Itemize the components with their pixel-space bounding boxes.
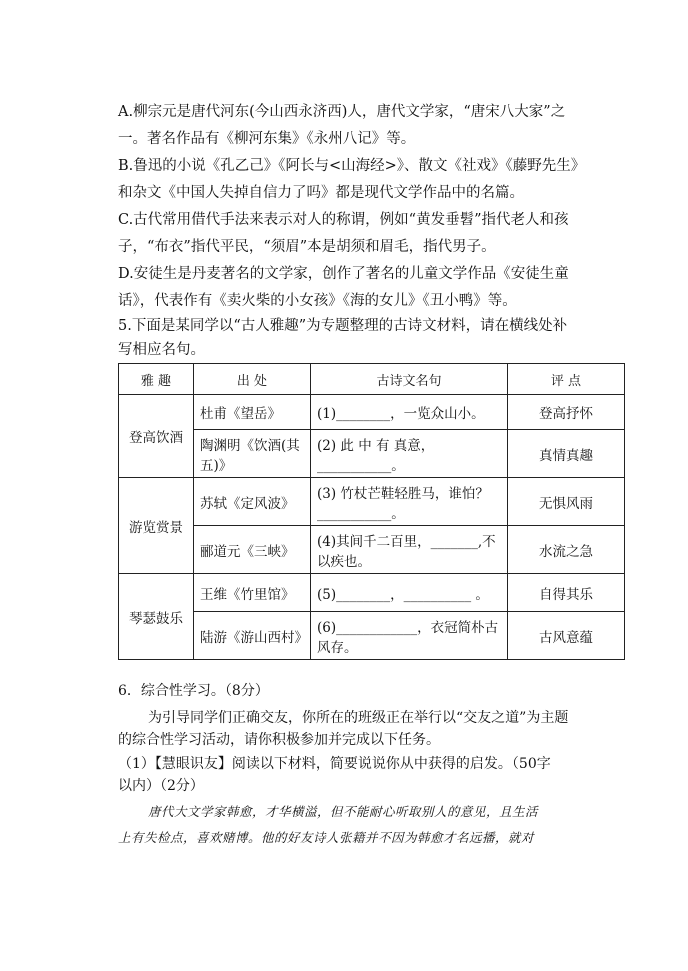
line-cell: (4)其间千二百里，_______,不以疾也。: [311, 526, 508, 574]
table-row: [119, 574, 625, 612]
comment-cell: 登高抒怀: [508, 395, 625, 430]
source-cell: 郦道元《三峡》: [194, 526, 311, 574]
header-yaqu: 雅 趣: [119, 364, 194, 395]
line-cell: (1)________，一览众山小。: [311, 395, 508, 430]
comment-cell: 古风意蕴: [508, 612, 625, 660]
poetry-table: [118, 363, 625, 660]
table-row: [119, 526, 625, 574]
header-chuchu: 出 处: [194, 364, 311, 395]
q6-intro-line1: 为引导同学们正确交友，你所在的班级正在举行以“交友之道”为主题: [148, 710, 569, 726]
option-b-line1: B.鲁迅的小说《孔乙己》《阿长与<山海经>》、散文《社戏》《藤野先生》: [118, 158, 586, 174]
line-cell: (5)________，__________ 。: [311, 574, 508, 612]
table-header-row: [119, 364, 625, 395]
option-a-line1: A.柳宗元是唐代河东(今山西永济西)人，唐代文学家，“唐宋八大家”之: [118, 104, 566, 120]
option-c-line2: 子，“布衣”指代平民，“须眉”本是胡须和眉毛，指代男子。: [118, 239, 496, 255]
option-b-line2: 和杂文《中国人失掉自信力了吗》都是现代文学作品中的名篇。: [118, 185, 524, 201]
q6-title: 6．综合性学习。（8分）: [118, 683, 269, 699]
comment-cell: 无惧风雨: [508, 478, 625, 526]
line-cell: (2) 此 中 有 真意，___________。: [311, 430, 508, 478]
q5-line1: 5.下面是某同学以“古人雅趣”为专题整理的古诗文材料，请在横线处补: [118, 318, 568, 334]
q6-sub1-line1: （1）【慧眼识友】阅读以下材料，简要说说你从中获得的启发。（50字: [118, 756, 551, 772]
table-row: [119, 430, 625, 478]
q5-line2: 写相应名句。: [118, 342, 205, 358]
source-cell: 陶渊明《饮酒(其五)》: [194, 430, 311, 478]
table-row: [119, 478, 625, 526]
source-cell: 杜甫《望岳》: [194, 395, 311, 430]
table-row: [119, 395, 625, 430]
comment-cell: 自得其乐: [508, 574, 625, 612]
option-a-line2: 一。著名作品有《柳河东集》《永州八记》等。: [118, 131, 416, 147]
table-row: [119, 612, 625, 660]
option-d-line1: D.安徒生是丹麦著名的文学家，创作了著名的儿童文学作品《安徒生童: [118, 266, 569, 282]
group-name: 琴瑟鼓乐: [119, 574, 194, 660]
option-c-line1: C.古代常用借代手法来表示对人的称谓，例如“黄发垂髫”指代老人和孩: [118, 212, 569, 228]
source-cell: 陆游《游山西村》: [194, 612, 311, 660]
group-name: 游览赏景: [119, 478, 194, 574]
group-name: 登高饮酒: [119, 395, 194, 478]
comment-cell: 水流之急: [508, 526, 625, 574]
option-d-line2: 话》，代表作有《卖火柴的小女孩》《海的女儿》《丑小鸭》等。: [118, 293, 517, 309]
comment-cell: 真情真趣: [508, 430, 625, 478]
source-cell: 苏轼《定风波》: [194, 478, 311, 526]
header-mingju: 古诗文名句: [311, 364, 508, 395]
line-cell: (6)____________，衣冠简朴古风存。: [311, 612, 508, 660]
q6-sub1-line2: 以内）（2分）: [118, 778, 204, 794]
material-line1: 唐代大文学家韩愈，才华横溢，但不能耐心听取别人的意见，且生活: [148, 804, 539, 819]
header-pingdian: 评 点: [508, 364, 625, 395]
source-cell: 王维《竹里馆》: [194, 574, 311, 612]
material-line2: 上有失检点，喜欢赌博。他的好友诗人张籍并不因为韩愈才名远播，就对: [118, 830, 535, 845]
line-cell: (3) 竹杖芒鞋轻胜马，谁怕？___________。: [311, 478, 508, 526]
q6-intro-line2: 的综合性学习活动，请你积极参加并完成以下任务。: [118, 732, 440, 748]
